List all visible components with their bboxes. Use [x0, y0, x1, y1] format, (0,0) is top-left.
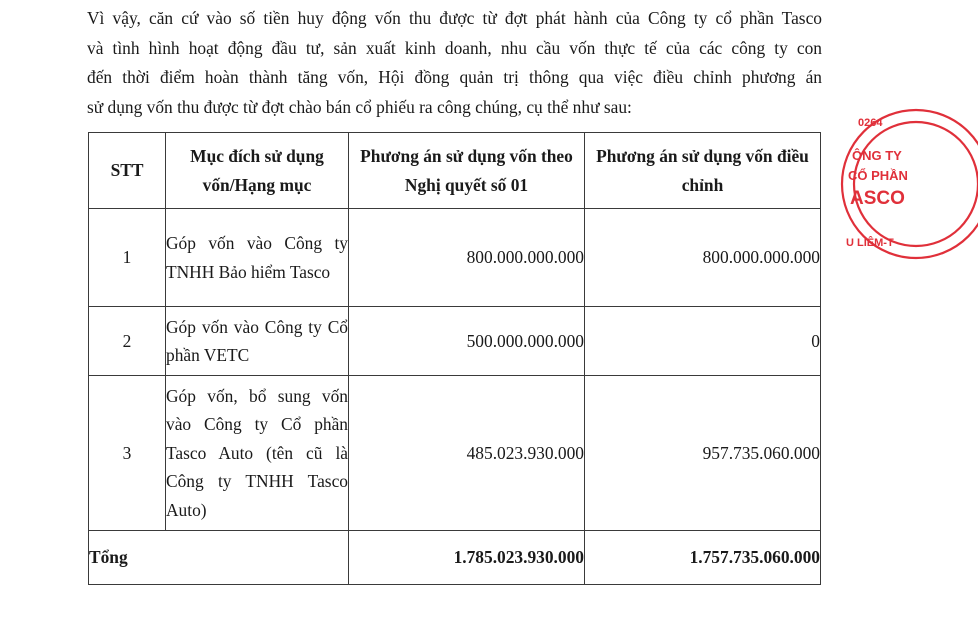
table-row	[89, 376, 821, 531]
table-total-row	[89, 531, 821, 585]
company-seal-stamp	[838, 96, 978, 266]
table-row	[89, 307, 821, 376]
capital-allocation-table	[88, 132, 821, 585]
row-purpose: Góp vốn vào Công ty TNHH Bảo hiểm Tasco	[166, 209, 349, 307]
row-adjusted-amount: 957.735.060.000	[585, 376, 821, 531]
header-stt: STT	[89, 133, 166, 209]
total-label: Tổng	[89, 531, 349, 585]
row-original-amount: 800.000.000.000	[349, 209, 585, 307]
table-row	[89, 209, 821, 307]
intro-line-1: Vì vậy, căn cứ vào số tiền huy động vốn thu được từ đợt phát hành của Công ty cổ phần Tasco	[87, 8, 822, 28]
row-purpose: Góp vốn, bổ sung vốn vào Công ty Cổ phần Tasco Auto (tên cũ là Công ty TNHH Tasco Auto)	[166, 376, 349, 531]
seal-outer-ring	[842, 110, 978, 258]
table-header-row	[89, 133, 821, 209]
row-original-amount: 500.000.000.000	[349, 307, 585, 376]
total-adjusted-amount: 1.757.735.060.000	[585, 531, 821, 585]
row-stt: 1	[89, 209, 166, 307]
total-original-amount: 1.785.023.930.000	[349, 531, 585, 585]
row-stt: 2	[89, 307, 166, 376]
header-adjusted-plan: Phương án sử dụng vốn điều chỉnh	[585, 133, 821, 209]
row-original-amount: 485.023.930.000	[349, 376, 585, 531]
intro-line-2: và tình hình hoạt động đầu tư, sản xuất kinh doanh, nhu cầu vốn thực tế của các công ty con	[87, 37, 822, 58]
row-adjusted-amount: 800.000.000.000	[585, 209, 821, 307]
seal-line-1: ÔNG TY	[852, 148, 902, 163]
header-original-plan: Phương án sử dụng vốn theo Nghị quyết số 01	[349, 133, 585, 209]
seal-rings	[842, 110, 978, 258]
seal-line-3: ASCO	[850, 188, 905, 209]
intro-paragraph	[87, 4, 822, 122]
header-purpose: Mục đích sử dụng vốn/Hạng mục	[166, 133, 349, 209]
intro-line-3: đến thời điểm hoàn thành tăng vốn, Hội đồng quản trị thông qua việc điều chỉnh phương án	[87, 67, 822, 87]
row-purpose: Góp vốn vào Công ty Cổ phần VETC	[166, 307, 349, 376]
row-stt: 3	[89, 376, 166, 531]
row-adjusted-amount: 0	[585, 307, 821, 376]
seal-line-2: CỔ PHẦN	[848, 168, 908, 183]
seal-line-4: U LIÊM-T	[846, 237, 894, 249]
seal-number: 0264	[858, 117, 883, 129]
intro-line-4: sử dụng vốn thu được từ đợt chào bán cổ phiếu ra công chúng, cụ thể như sau:	[87, 96, 632, 117]
seal-inner-ring	[854, 122, 978, 246]
